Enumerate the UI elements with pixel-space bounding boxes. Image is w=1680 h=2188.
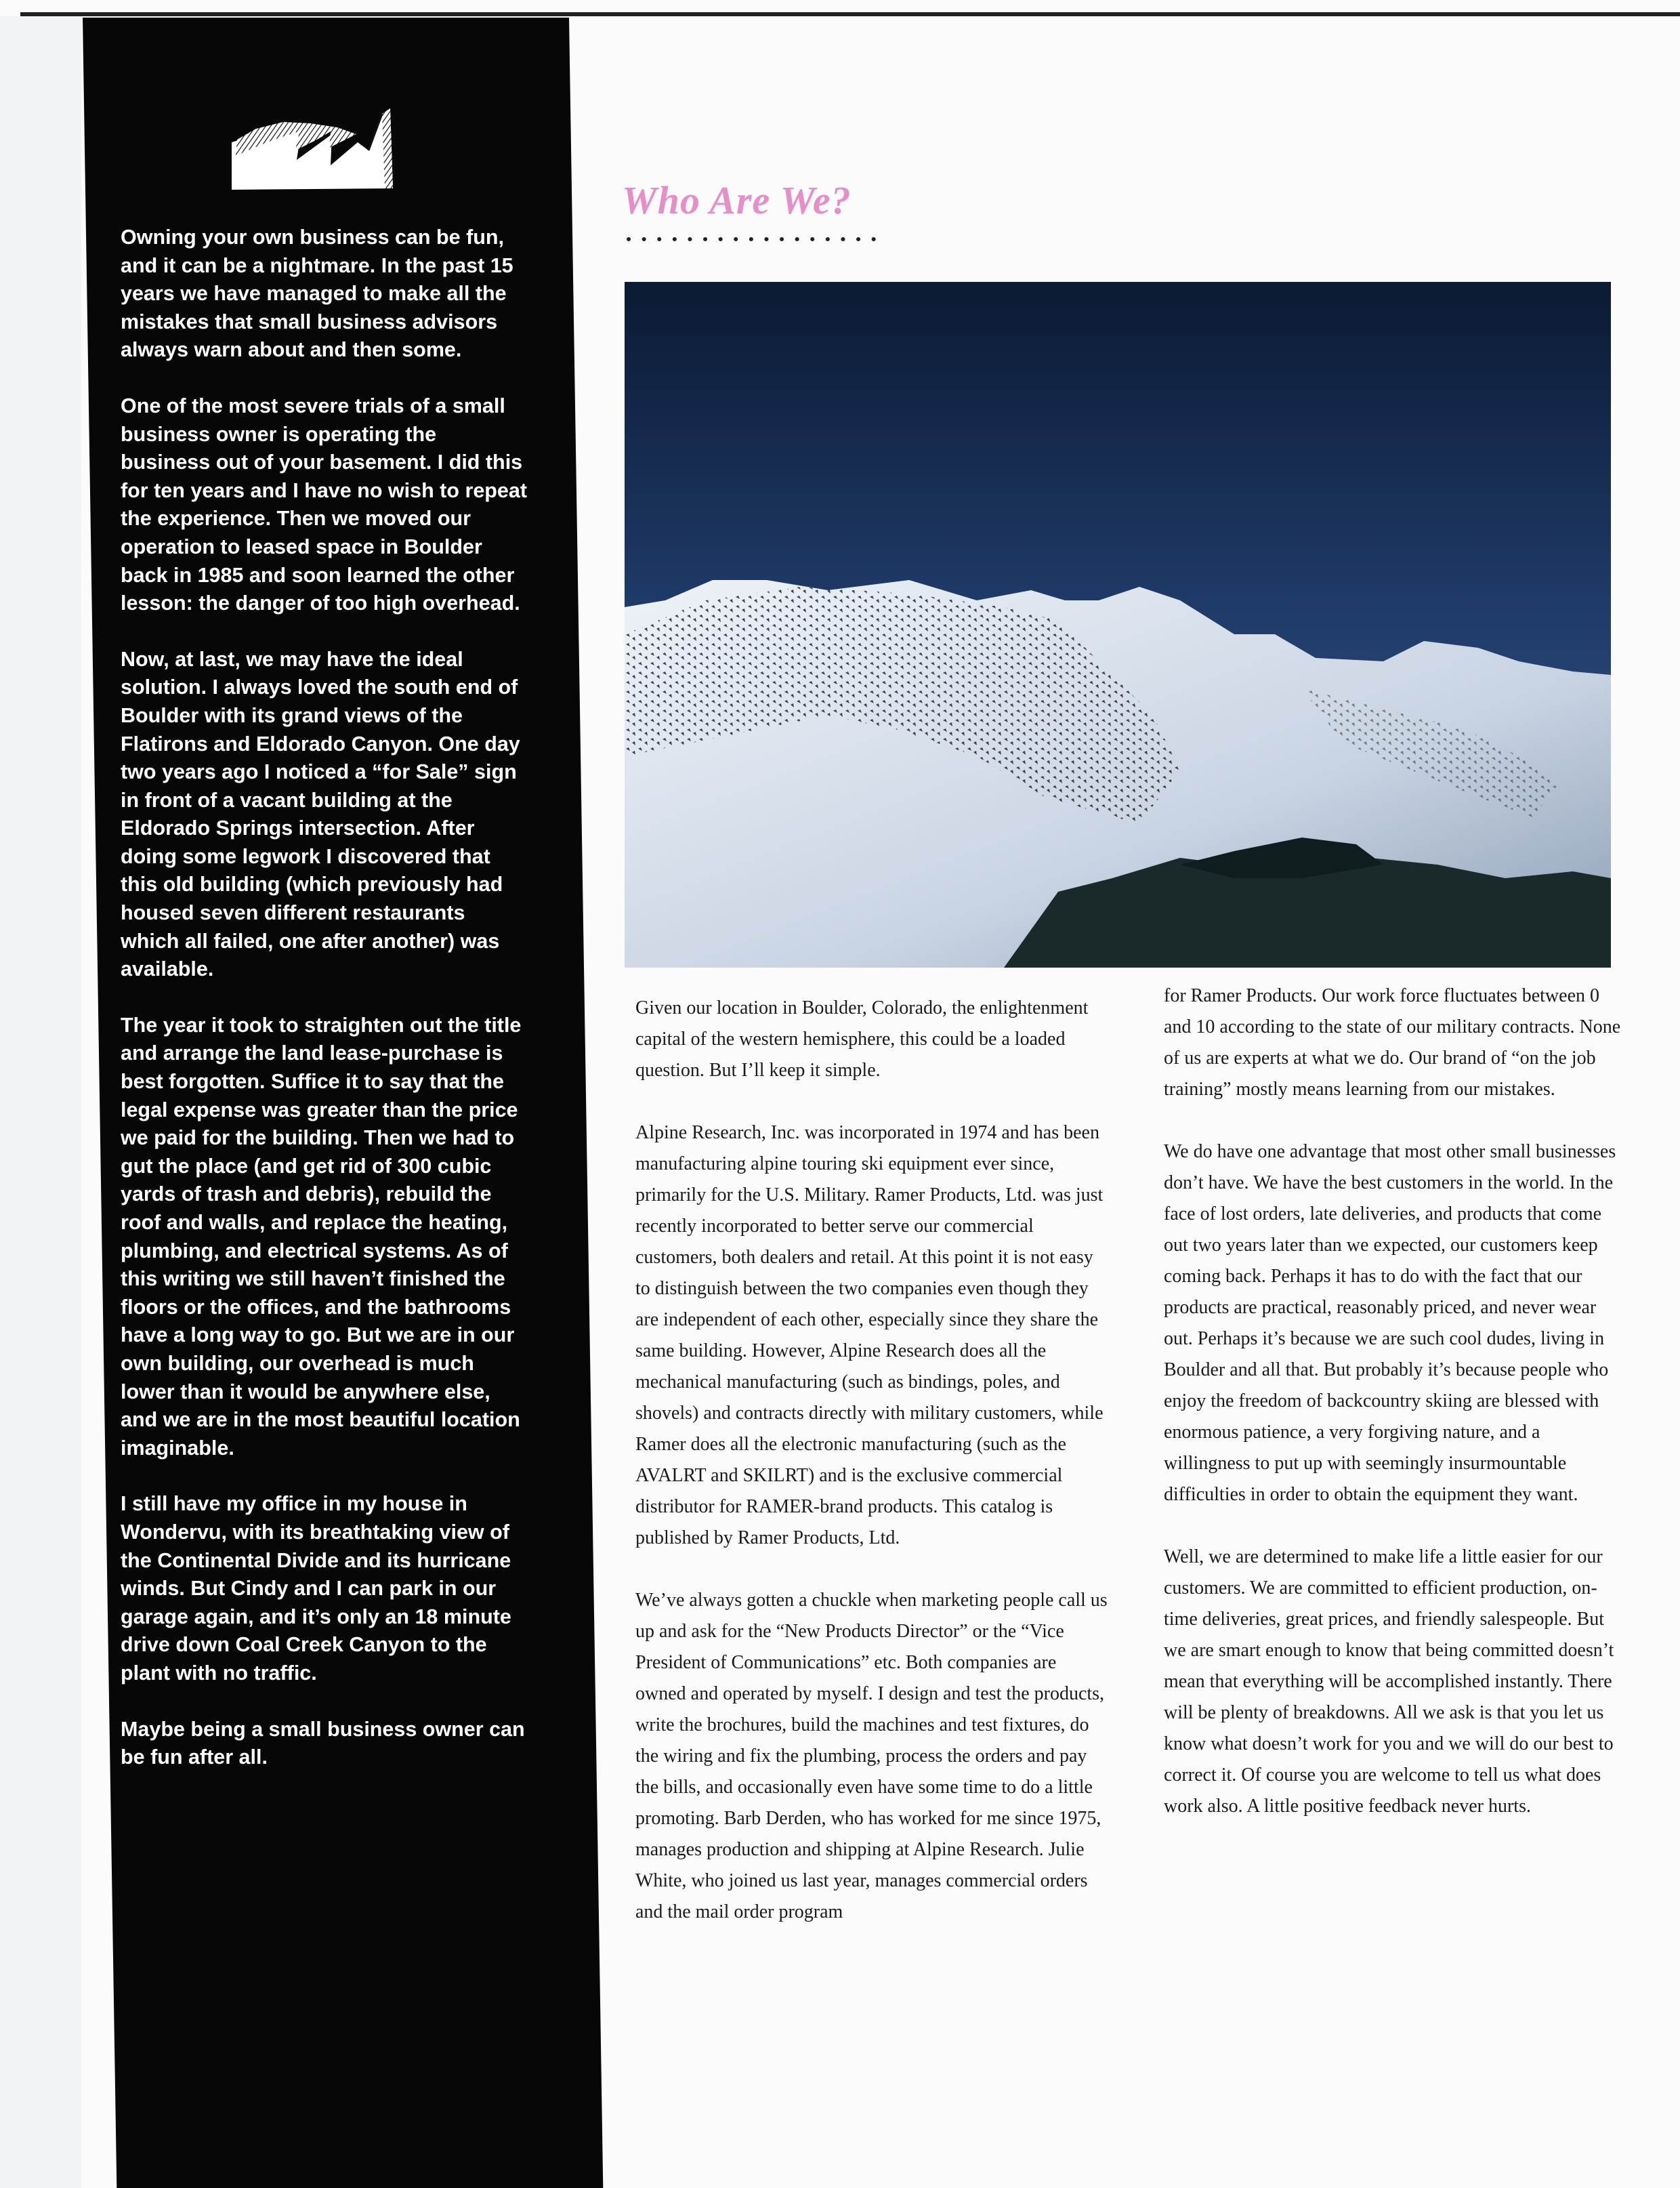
body-paragraph: Given our location in Boulder, Colorado, the enlightenment capital of the western hemisphere, this could be a loaded question. But I’ll keep it simple.	[635, 997, 1089, 1081]
sidebar-paragraph-2: One of the most severe trials of a small business owner is operating the business out of your basement. I did this for ten years and I have no wish to repeat the experience. Then we moved our operation to leased space in Boulder back in 1985 and soon learned the other lesson: the danger of too high overhead.	[121, 394, 527, 615]
sidebar-paragraph-1: Owning your own business can be fun, and it can be a nightmare. In the past 15 years we have managed to make all the mistakes that small business advisors always warn about and then some.	[121, 226, 513, 362]
sidebar-paragraph-4: The year it took to straighten out the title and arrange the land lease-purchase is best forgotten. Suffice it to say that the legal expense was greater than the price we paid for the building. Then we had to gut the place (and get rid of 300 cubic yards of trash and debris), rebuild the roof and walls, and replace the heating, plumbing, and electrical systems. As of this writing we still haven’t finished the floors or the offices, and the bathrooms have a long way to go. But we are in our own building, our overhead is much lower than it would be anywhere else, and we are in the most beautiful location imaginable.	[121, 1013, 522, 1460]
scan-top-edge	[20, 12, 1680, 16]
sidebar-paragraph-5: I still have my office in my house in Wondervu, with its breathtaking view of the Continental Divide and its hurricane winds. But Cindy and I can park in our garage again, and it’s only an 18 minute drive down Coal Creek Canyon to the plant with no traffic.	[121, 1492, 511, 1685]
scan-left-margin	[0, 16, 81, 2188]
body-column-1	[635, 993, 1110, 1959]
body-paragraph: Alpine Research, Inc. was incorporated in 1974 and has been manufacturing alpine touring ski equipment ever since, primarily for the U.S. Military. Ramer Products, Ltd. was just recently incorporated to better serve our commercial customers, both dealers and retail. At this point it is not easy to distinguish between the two companies even though they are independent of each other, especially since they share the same building. However, Alpine Research does all the mechanical manufacturing (such as bindings, poles, and shovels) and contracts directly with military customers, while Ramer does all the electronic manufacturing (such as the AVALRT and SKILRT) and is the exclusive commercial distributor for RAMER-brand products. This catalog is published by Ramer Products, Ltd.	[635, 1122, 1104, 1548]
dotted-rule	[626, 236, 883, 243]
body-column-2	[1164, 981, 1624, 1853]
body-paragraph: We’ve always gotten a chuckle when marketing people call us up and ask for the “New Products Director” or the “Vice President of Communications” etc. Both companies are owned and operated by myself. I design and test the products, write the brochures, build the machines and test fixtures, do the wiring and fix the plumbing, process the orders and pay the bills, and occasionally even have some time to do a little promoting. Barb Derden, who has worked for me since 1975, manages production and shipping at Alpine Research. Julie White, who joined us last year, manages commercial orders and the mail order program	[635, 1590, 1108, 1922]
mountain-peaks-logo-icon	[229, 107, 412, 192]
body-paragraph: We do have one advantage that most other small businesses don’t have. We have the best customers in the world. In the face of lost orders, late deliveries, and products that come out two years later than we expected, our customers keep coming back. Perhaps it has to do with the fact that our products are practical, reasonably priced, and never wear out. Perhaps it’s because we are such cool dudes, living in Boulder and all that. But probably it’s because people who enjoy the freedom of backcountry skiing are blessed with enormous patience, a very forgiving nature, and a willingness to put up with seemingly insurmountable difficulties in order to obtain the equipment they want.	[1164, 1141, 1616, 1505]
page-title: Who Are We?	[622, 178, 852, 222]
sidebar-paragraph-6: Maybe being a small business owner can be fun after all.	[121, 1717, 525, 1769]
body-paragraph: Well, we are determined to make life a little easier for our customers. We are committed to efficient production, on-time deliveries, great prices, and friendly salespeople. But we are smart enough to know that being committed doesn’t mean that everything will be accomplished instantly. There will be plenty of breakdowns. All we ask is that you let us know what doesn’t work for you and we will do our best to correct it. Of course you are welcome to tell us what does work also. A little positive feedback never hurts.	[1164, 1546, 1614, 1817]
body-paragraph: for Ramer Products. Our work force fluctuates between 0 and 10 according to the state of our military contracts. None of us are experts at what we do. Our brand of “on the job training” mostly means learning from our mistakes.	[1164, 985, 1621, 1100]
snowy-mountain-photo-icon	[625, 282, 1611, 968]
sidebar-paragraph-3: Now, at last, we may have the ideal solution. I always loved the south end of Boulder with its grand views of the Flatirons and Eldorado Canyon. One day two years ago I noticed a “for Sale” sign in front of a vacant building at the Eldorado Springs intersection. After doing some legwork I discovered that this old building (which previously had housed seven different restaurants which all failed, one after another) was available.	[121, 647, 520, 981]
sidebar-text	[121, 224, 527, 1800]
